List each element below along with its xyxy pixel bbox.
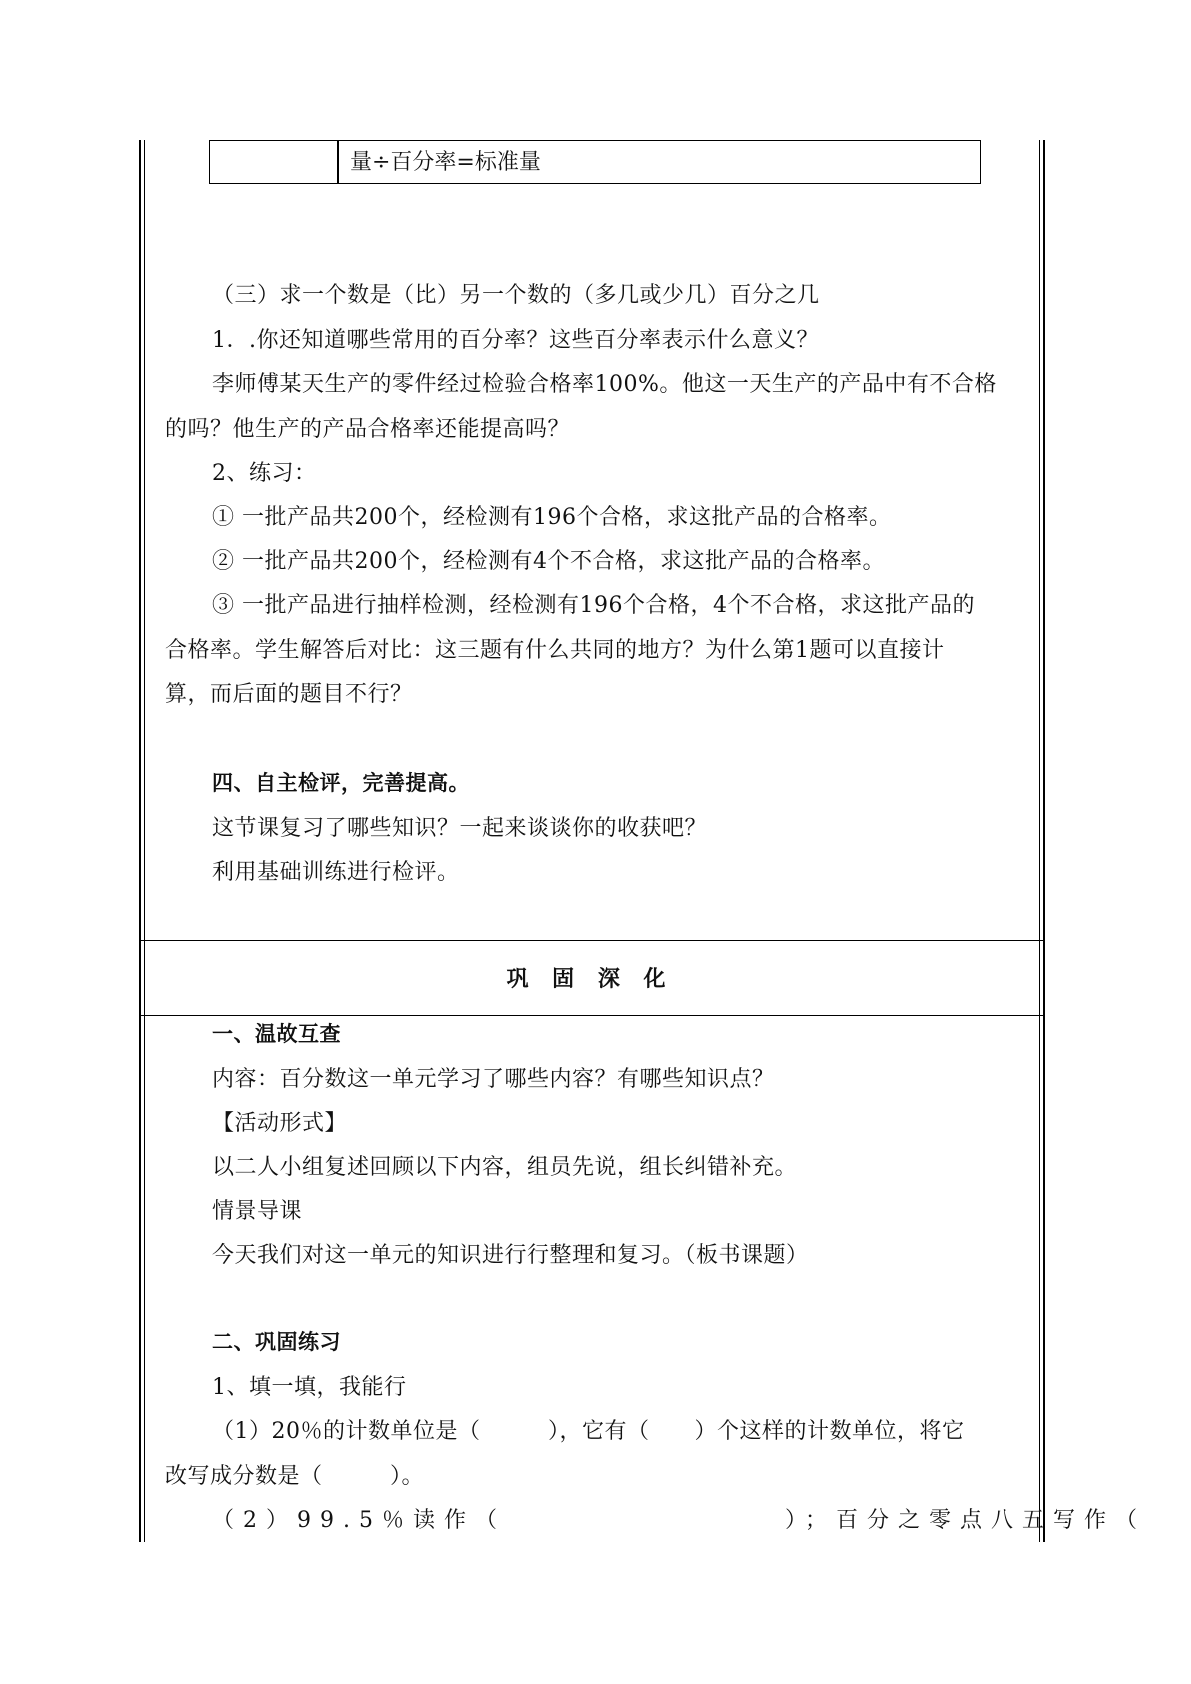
practice-q1-line1: （1）20％的计数单位是（ ），它有（ ）个这样的计数单位，将它: [212, 1419, 965, 1444]
review-activity: 以二人小组复述回顾以下内容，组员先说，组长纠错补充。: [212, 1155, 798, 1180]
row-divider-bottom: [139, 1015, 1045, 1016]
formula-table: [209, 140, 981, 184]
section3-q1: 1．.你还知道哪些常用的百分率？这些百分率表示什么意义？: [212, 328, 819, 353]
row-divider-top: [139, 940, 1045, 941]
section3-ex1: ① 一批产品共200个，经检测有196个合格，求这批产品的合格率。: [212, 505, 892, 530]
formula-cell: 量÷百分率=标准量: [350, 150, 541, 175]
practice-q2-line1: （2）99.5％读作（ ）；百分之零点八五写作（: [212, 1508, 1146, 1533]
review-scene-label: 情景导课: [212, 1199, 303, 1224]
section4-heading: 四、自主检评，完善提高。: [212, 771, 470, 795]
review-scene: 今天我们对这一单元的知识进行行整理和复习。（板书课题）: [212, 1243, 809, 1268]
review-activity-label: 【活动形式】: [212, 1111, 348, 1136]
section3-para-line2: 的吗？他生产的产品合格率还能提高吗？: [165, 417, 571, 442]
practice-fill-label: 1、填一填，我能行: [212, 1375, 407, 1400]
frame-right-outer: [1043, 140, 1045, 1542]
section3-para-line1: 李师傅某天生产的零件经过检验合格率100%。他这一天生产的产品中有不合格: [212, 372, 997, 397]
frame-left-inner: [144, 140, 145, 1542]
section3-ex3-line1: ③ 一批产品进行抽样检测，经检测有196个合格，4个不合格，求这批产品的: [212, 593, 975, 618]
review-heading: 一、温故互查: [212, 1022, 341, 1046]
section3-ex2: ② 一批产品共200个，经检测有4个不合格，求这批产品的合格率。: [212, 549, 885, 574]
section4-line1: 这节课复习了哪些知识？一起来谈谈你的收获吧？: [212, 816, 708, 841]
consolidate-title: 巩 固 深 化: [506, 967, 674, 992]
section3-practice-label: 2、练习：: [212, 461, 317, 486]
review-content: 内容：百分数这一单元学习了哪些内容？有哪些知识点？: [212, 1067, 775, 1092]
section3-ex3-line2: 合格率。学生解答后对比：这三题有什么共同的地方？为什么第1题可以直接计: [165, 638, 945, 663]
section3-ex3-line3: 算，而后面的题目不行？: [165, 682, 413, 707]
practice-heading: 二、巩固练习: [212, 1330, 341, 1354]
frame-right-inner: [1039, 140, 1040, 1542]
practice-q1-line2: 改写成分数是（ ）。: [165, 1464, 425, 1489]
section3-heading: （三）求一个数是（比）另一个数的（多几或少几）百分之几: [212, 283, 820, 308]
section4-line2: 利用基础训练进行检评。: [212, 860, 460, 885]
frame-left-outer: [139, 140, 141, 1542]
formula-table-divider: [337, 141, 339, 183]
